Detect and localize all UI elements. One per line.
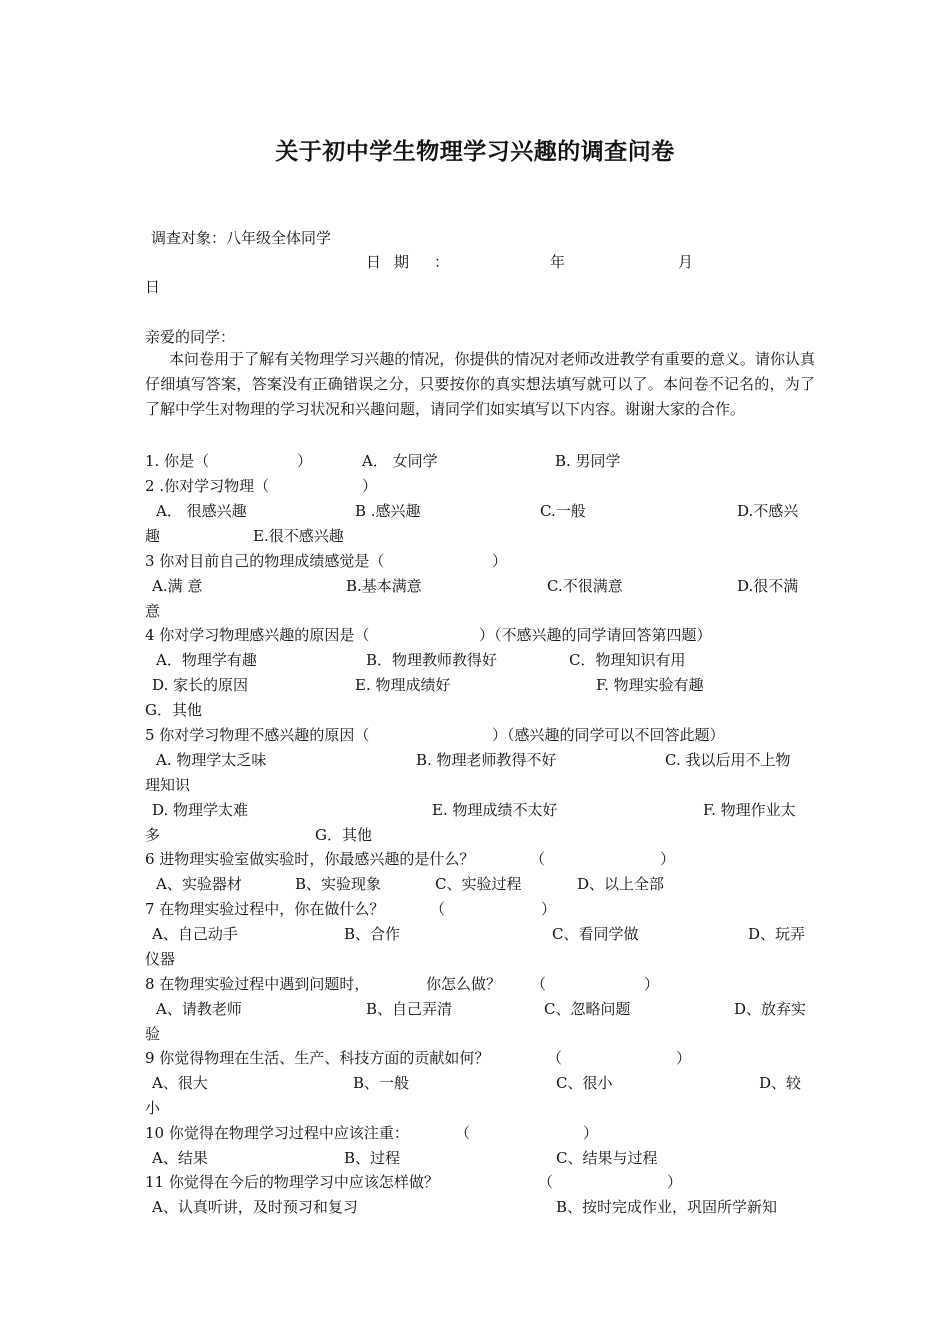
q11-option-b: B、按时完成作业，巩固所学新知 [556, 1198, 778, 1216]
question-3-close: ） [492, 552, 508, 570]
q8-option-d-cont: 验 [145, 1025, 161, 1043]
q4-option-g: G．其他 [145, 701, 202, 719]
question-11: 11 你觉得在今后的物理学习中应该怎样做？ [145, 1173, 439, 1191]
question-8-close: ） [644, 975, 660, 993]
q5-option-f-cont: 多 [145, 826, 161, 844]
q5-option-c: C. 我以后用不上物 [665, 751, 791, 769]
question-6: 6 进物理实验室做实验时，你最感兴趣的是什么？ [145, 850, 475, 868]
question-11-open: （ [538, 1173, 554, 1191]
q5-option-c-cont: 理知识 [145, 776, 191, 794]
question-7: 7 在物理实验过程中，你在做什么？ [145, 900, 385, 918]
q2-option-a: A． 很感兴趣 [156, 502, 247, 520]
question-7-open: （ [430, 900, 446, 918]
q8-option-a: A、请教老师 [156, 1000, 242, 1018]
date-year: 年 [550, 253, 566, 271]
question-10-open: （ [455, 1124, 471, 1142]
question-9: 9 你觉得物理在生活、生产、科技方面的贡献如何？ [145, 1049, 490, 1067]
q6-option-d: D、以上全部 [577, 875, 665, 893]
q11-option-a: A、认真听讲，及时预习和复习 [152, 1198, 358, 1216]
question-9-open: （ [547, 1049, 563, 1067]
q8-option-b: B、自己弄清 [366, 1000, 453, 1018]
question-9-close: ） [676, 1049, 692, 1067]
intro-paragraph: 本问卷用于了解有关物理学习兴趣的情况，你提供的情况对老师改进教学有重要的意义。请你认真仔细填写答案，答案没有正确错误之分，只要按你的真实想法填写就可以了。本问卷不记名的，为了了解中学生对物理的学习状况和兴趣问题，请同学们如实填写以下内容。谢谢大家的合作。 [145, 350, 815, 418]
date-day: 日 [145, 278, 161, 296]
q6-option-b: B、实验现象 [295, 875, 382, 893]
question-6-close: ） [660, 850, 676, 868]
q6-option-c: C、实验过程 [435, 875, 522, 893]
q2-option-b: B .感兴趣 [355, 502, 421, 520]
question-11-close: ） [667, 1173, 683, 1191]
date-colon: ： [434, 253, 450, 271]
q6-option-a: A、实验器材 [156, 875, 242, 893]
question-10: 10 你觉得在物理学习过程中应该注重： [145, 1124, 409, 1142]
question-8-open: （ [531, 975, 547, 993]
q1-option-b: B. 男同学 [555, 452, 621, 470]
q10-option-c: C、结果与过程 [556, 1149, 658, 1167]
question-2-close: ） [362, 477, 378, 495]
question-8: 8 在物理实验过程中遇到问题时， [145, 975, 370, 993]
question-6-open: （ [530, 850, 546, 868]
q5-option-f: F. 物理作业太 [703, 801, 796, 819]
q2-option-d-cont: 趣 [145, 527, 161, 545]
q4-option-c: C．物理知识有用 [569, 651, 686, 669]
question-1-close: ） [297, 452, 313, 470]
q4-option-e: E. 物理成绩好 [355, 676, 451, 694]
q8-option-c: C、忽略问题 [544, 1000, 631, 1018]
date-month: 月 [678, 253, 694, 271]
q5-option-a: A. 物理学太乏味 [156, 751, 267, 769]
q7-option-c: C、看同学做 [552, 925, 639, 943]
survey-target: 调查对象：八年级全体同学 [151, 229, 332, 247]
q4-option-a: A．物理学有趣 [156, 651, 257, 669]
question-1: 1. 你是（ [145, 452, 210, 470]
q7-option-d: D、玩弄 [748, 925, 806, 943]
q3-option-d-cont: 意 [145, 602, 161, 620]
q1-option-a: A． 女同学 [362, 452, 438, 470]
q7-option-d-cont: 仪器 [145, 950, 176, 968]
q5-option-d: D. 物理学太难 [152, 801, 249, 819]
q2-option-d: D.不感兴 [737, 502, 799, 520]
q2-option-e: E.很不感兴趣 [253, 527, 344, 545]
question-4: 4 你对学习物理感兴趣的原因是（ [145, 626, 370, 644]
q9-option-d: D、较 [759, 1074, 802, 1092]
question-5: 5 你对学习物理不感兴趣的原因（ [145, 726, 370, 744]
q9-option-a: A、很大 [152, 1074, 208, 1092]
q3-option-b: B.基本满意 [346, 577, 422, 595]
q7-option-b: B、合作 [344, 925, 401, 943]
q3-option-d: D.很不满 [737, 577, 799, 595]
q2-option-c: C.一般 [540, 502, 586, 520]
q10-option-b: B、过程 [344, 1149, 401, 1167]
q5-option-e: E. 物理成绩不太好 [432, 801, 558, 819]
q4-option-b: B．物理教师教得好 [366, 651, 498, 669]
q5-option-g: G．其他 [315, 826, 372, 844]
date-label-ri: 日 [366, 253, 382, 271]
date-label-qi: 期 [394, 253, 410, 271]
q4-option-d: D. 家长的原因 [152, 676, 249, 694]
question-10-close: ） [583, 1124, 599, 1142]
question-8-part2: 你怎么做？ [426, 975, 502, 993]
q3-option-a: A.满 意 [152, 577, 203, 595]
q5-option-b: B. 物理老师教得不好 [416, 751, 557, 769]
question-4-close: ）（不感兴趣的同学请回答第四题） [479, 626, 712, 644]
q9-option-c: C、很小 [556, 1074, 613, 1092]
question-7-close: ） [541, 900, 557, 918]
q8-option-d: D、放弃实 [734, 1000, 807, 1018]
q7-option-a: A、自己动手 [152, 925, 238, 943]
question-2: 2 .你对学习物理（ [145, 477, 270, 495]
page-title: 关于初中学生物理学习兴趣的调查问卷 [275, 138, 675, 165]
question-3: 3 你对目前自己的物理成绩感觉是（ [145, 552, 385, 570]
greeting: 亲爱的同学： [145, 328, 236, 346]
q9-option-d-cont: 小 [145, 1099, 161, 1117]
q9-option-b: B、一般 [353, 1074, 410, 1092]
question-5-close: ）（感兴趣的同学可以不回答此题） [492, 726, 725, 744]
q3-option-c: C.不很满意 [547, 577, 623, 595]
q4-option-f: F. 物理实验有趣 [596, 676, 704, 694]
q10-option-a: A、结果 [152, 1149, 208, 1167]
